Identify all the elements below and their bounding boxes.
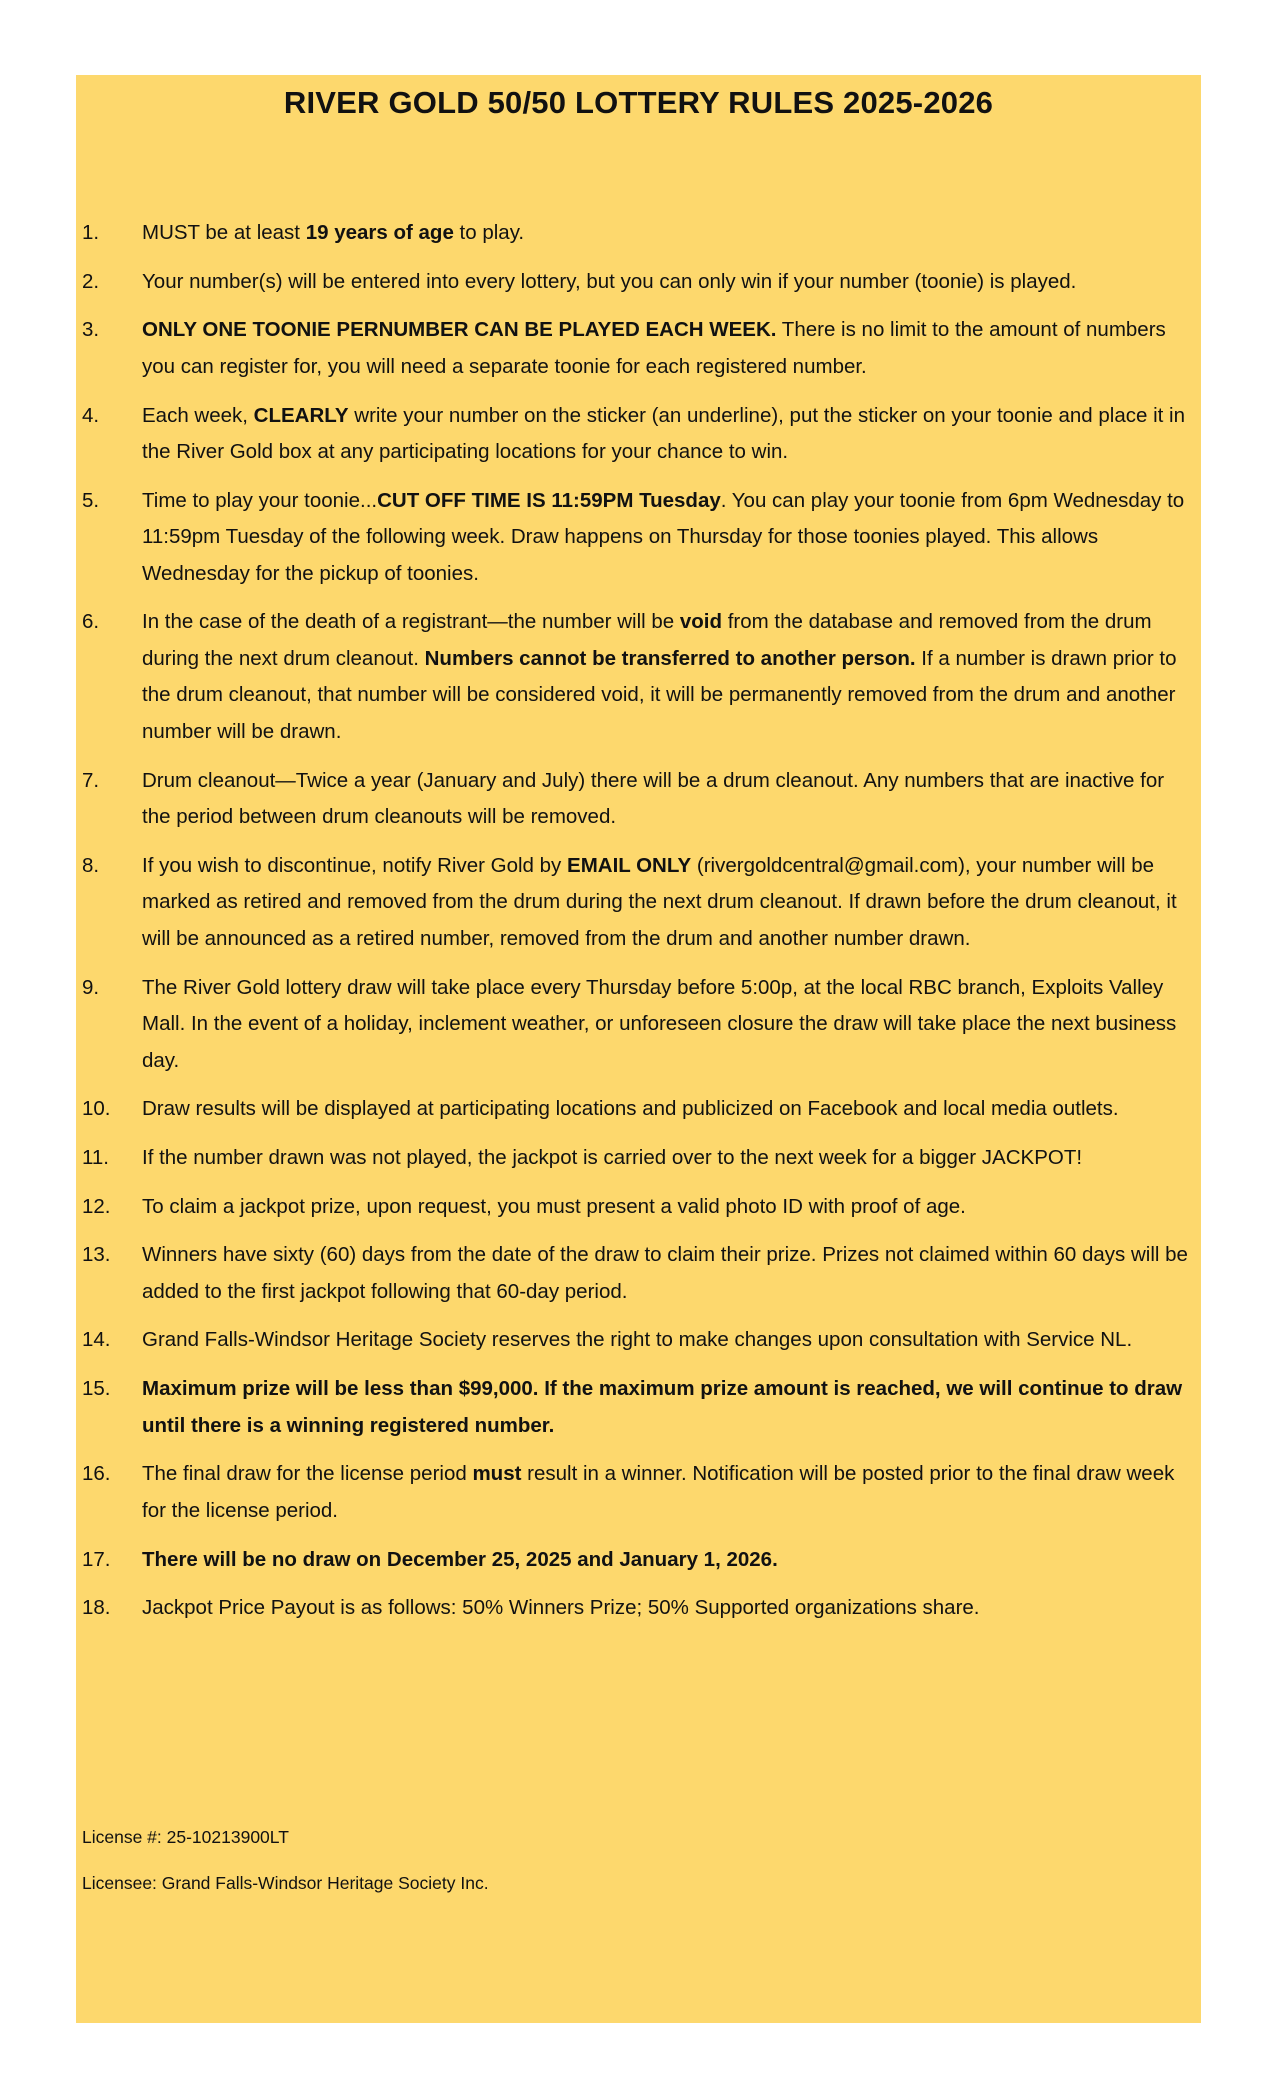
- rule-item: [82, 763, 1198, 836]
- rule-item: [82, 970, 1198, 1080]
- rule-item: [82, 1590, 1198, 1627]
- rule-number: 4.: [82, 403, 100, 427]
- rule-text-segment: Winners have sixty (60) days from the date of the draw to claim their prize. Prizes not claimed within 60 days will be added to the first jackpot following that 60-day period.: [142, 1243, 1188, 1303]
- rule-text: [142, 483, 1198, 593]
- rule-text-bold: ONLY ONE TOONIE PERNUMBER CAN BE PLAYED EACH WEEK.: [142, 318, 777, 342]
- rule-number: 10.: [82, 1097, 111, 1121]
- rule-text-bold: CLEARLY: [253, 403, 349, 427]
- rule-item: [82, 1322, 1198, 1359]
- rule-number: 18.: [82, 1596, 111, 1620]
- rule-text-segment: In the case of the death of a registrant—the number will be: [142, 610, 680, 634]
- rule-number: 11.: [82, 1145, 109, 1169]
- rule-text-segment: Jackpot Price Payout is as follows: 50% Winners Prize; 50% Supported organizations share.: [142, 1596, 980, 1620]
- rule-text-segment: MUST be at least: [142, 221, 306, 244]
- licensee: Licensee: Grand Falls-Windsor Heritage Society Inc.: [82, 1873, 489, 1893]
- rule-text: [142, 848, 1198, 958]
- rule-text-segment: Each week,: [142, 403, 254, 427]
- rule-text: [142, 1189, 1198, 1226]
- license-number: License #: 25-10213900LT: [82, 1827, 289, 1847]
- rule-text-segment: Your number(s) will be entered into every lottery, but you can only win if your number (toonie) is played.: [142, 269, 1077, 293]
- rule-text-segment: (rivergoldcentral@gmail.com), your number will be marked as retired and removed from the drum during the next drum cleanout. If drawn before the drum cleanout, it will be announced as a retired number, removed from the drum and another number drawn.: [142, 853, 1177, 950]
- rule-item: [82, 483, 1198, 593]
- rule-text-segment: There is no limit to the amount of numbers you can register for, you will need a separate toonie for each registered number.: [142, 318, 1166, 378]
- rule-text: [142, 604, 1198, 750]
- rule-text-segment: If the number drawn was not played, the jackpot is carried over to the next week for a bigger JACKPOT!: [142, 1145, 1083, 1169]
- rule-number: 16.: [82, 1462, 111, 1486]
- page-title: RIVER GOLD 50/50 LOTTERY RULES 2025-2026: [283, 85, 994, 120]
- rule-item: [82, 1542, 1198, 1579]
- rule-text: [142, 1542, 1198, 1579]
- rule-number: 14.: [82, 1328, 111, 1352]
- rule-item: [82, 398, 1198, 471]
- rule-item: [82, 312, 1198, 385]
- rule-text-segment: To claim a jackpot prize, upon request, you must present a valid photo ID with proof of age.: [142, 1194, 966, 1218]
- rule-text: [142, 264, 1198, 301]
- rules-list: [82, 215, 1198, 1639]
- rule-text: [142, 398, 1198, 471]
- rule-text-bold: must: [472, 1462, 522, 1486]
- rule-text-segment: . You can play your toonie from 6pm Wednesday to 11:59pm Tuesday of the following week. Draw happens on Thursday for those toonies played. This allows Wednesday for the pickup of toonies.: [142, 488, 1185, 585]
- rule-item: [82, 604, 1198, 750]
- rule-text-segment: Time to play your toonie...: [142, 488, 378, 512]
- rule-text-bold: EMAIL ONLY: [567, 853, 692, 877]
- rule-number: 12.: [82, 1194, 111, 1218]
- rule-number: 17.: [82, 1547, 111, 1571]
- rule-text-bold: Numbers cannot be transferred to another person.: [424, 646, 916, 670]
- rule-item: [82, 1091, 1198, 1128]
- rule-number: 8.: [82, 853, 100, 877]
- rule-item: [82, 1140, 1198, 1177]
- rule-text-segment: from the database and removed from the drum during the next drum cleanout.: [142, 610, 1152, 670]
- rule-text-segment: The River Gold lottery draw will take place every Thursday before 5:00p, at the local RBC branch, Exploits Valley Mall. In the event of a holiday, inclement weather, or unforeseen closure the draw will take place the next business day.: [142, 975, 1177, 1072]
- rule-number: 15.: [82, 1377, 111, 1401]
- rule-text: [142, 1237, 1198, 1310]
- rule-item: [82, 1456, 1198, 1529]
- rule-item: [82, 1371, 1198, 1444]
- rule-text: [142, 1371, 1198, 1444]
- rule-item: [82, 264, 1198, 301]
- rule-text-segment: result in a winner. Notification will be posted prior to the final draw week for the license period.: [142, 1462, 1175, 1522]
- rule-item: [82, 848, 1198, 958]
- rule-text-segment: If a number is drawn prior to the drum cleanout, that number will be considered void, it will be permanently removed from the drum and another number will be drawn.: [142, 646, 1177, 743]
- rule-number: 9.: [82, 975, 100, 999]
- rule-text-segment: Grand Falls-Windsor Heritage Society reserves the right to make changes upon consultation with Service NL.: [142, 1328, 1133, 1352]
- rule-number: 1.: [82, 221, 100, 244]
- rule-text-segment: The final draw for the license period: [142, 1462, 473, 1486]
- rule-item: [82, 215, 1198, 252]
- rule-text: [142, 312, 1198, 385]
- rule-text: [142, 970, 1198, 1080]
- rule-text-segment: If you wish to discontinue, notify River Gold by: [142, 853, 568, 877]
- rule-text: [142, 215, 1198, 252]
- rule-text-bold: 19 years of age: [305, 221, 454, 244]
- rule-number: 3.: [82, 318, 100, 342]
- rule-text: [142, 1140, 1198, 1177]
- rule-text: [142, 1091, 1198, 1128]
- rule-text-segment: write your number on the sticker (an underline), put the sticker on your toonie and place it in the River Gold box at any participating locations for your chance to win.: [142, 403, 1185, 464]
- rule-text-bold: void: [679, 610, 723, 634]
- rule-item: [82, 1189, 1198, 1226]
- rule-text: [142, 763, 1198, 836]
- rule-text-bold: Maximum prize will be less than $99,000. If the maximum prize amount is reached, we will continue to draw until there is a winning registered number.: [142, 1377, 1183, 1437]
- rule-text-segment: Draw results will be displayed at participating locations and publicized on Facebook and local media outlets.: [142, 1097, 1119, 1121]
- rules-panel: [76, 75, 1201, 2023]
- rule-number: 13.: [82, 1243, 111, 1267]
- rule-item: [82, 1237, 1198, 1310]
- rule-text-bold: CUT OFF TIME IS 11:59PM Tuesday: [377, 488, 721, 512]
- rule-text: [142, 1590, 1198, 1627]
- rule-text-bold: There will be no draw on December 25, 2025 and January 1, 2026.: [142, 1547, 778, 1571]
- rule-number: 7.: [82, 768, 100, 792]
- rule-text: [142, 1322, 1198, 1359]
- rule-text-segment: Drum cleanout—Twice a year (January and July) there will be a drum cleanout. Any numbers that are inactive for the period between drum cleanouts will be removed.: [142, 768, 1165, 829]
- rule-text-segment: to play.: [453, 221, 525, 244]
- rule-number: 2.: [82, 269, 100, 293]
- rule-text: [142, 1456, 1198, 1529]
- rule-number: 6.: [82, 610, 100, 634]
- rule-number: 5.: [82, 488, 100, 512]
